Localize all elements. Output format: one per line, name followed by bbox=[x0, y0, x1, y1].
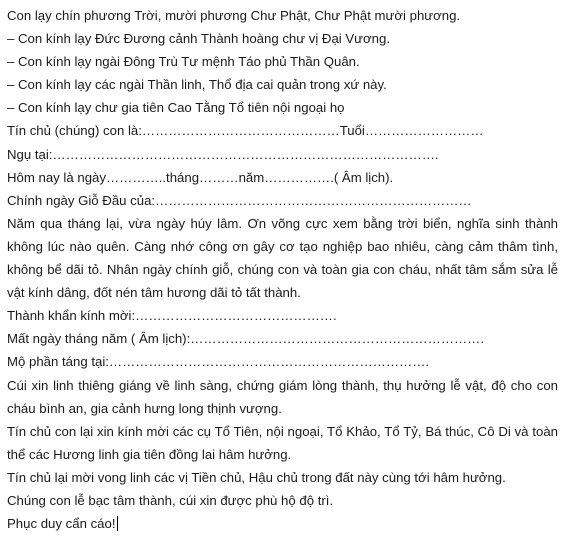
text-line: – Con kính lạy các ngài Thần linh, Thổ địa cai quản trong xứ này. bbox=[7, 77, 387, 93]
text-line: Mất ngày tháng năm ( Âm lịch):…………………………………………………………. bbox=[7, 331, 485, 347]
paragraph: Năm qua tháng lại, vừa ngày húy lâm. Ơn võng cực xem bằng trời biển, nghĩa sinh thành không lúc nào quên. Càng nhớ công ơn gây cơ tạo nghiệp bao nhiêu, càng cảm thâm tình, không bể dãi tỏ. Nhân ngày chính giỗ, chúng con và toàn gia con cháu, nhất tâm sắm sửa lễ vật kính dâng, đốt nén tâm hương dãi tỏ tất thành. bbox=[7, 215, 558, 301]
text-line: Con lạy chín phương Trời, mười phương Chư Phật, Chư Phật mười phương. bbox=[7, 8, 461, 23]
document-body[interactable] bbox=[7, 4, 558, 535]
text-line: Tín chủ (chúng) con là:………………………………………Tuổi……………………… bbox=[7, 123, 484, 139]
text-line: Ngụ tại:……………………………………………………………………………. bbox=[7, 146, 439, 162]
text-line: Thành khẩn kính mời:………………………………………. bbox=[7, 308, 337, 324]
text-line: Chính ngày Giỗ Đầu của:……………………………………………………………… bbox=[7, 192, 472, 208]
paragraph: Cúi xin linh thiêng giáng về linh sàng, chứng giám lòng thành, thụ hưởng lễ vật, độ cho con cháu bình an, gia cảnh hưng long thịnh vượng. bbox=[7, 377, 558, 416]
text-line: Chúng con lễ bạc tâm thành, cúi xin được phù hộ độ trì. bbox=[7, 492, 334, 508]
text-line: Hôm nay là ngày…………..tháng………năm…………….( Âm lịch). bbox=[7, 169, 394, 185]
text-line: – Con kính lạy chư gia tiên Cao Tằng Tổ tiên nội ngoại họ bbox=[7, 100, 345, 116]
paragraph: Tín chủ con lại xin kính mời các cụ Tổ Tiên, nội ngoại, Tổ Khảo, Tổ Tỷ, Bá thúc, Cô Di và toàn thể các Hương linh gia tiên đồng lai hâm hưởng. bbox=[7, 423, 558, 462]
text-line: – Con kính lạy Đức Đương cảnh Thành hoàng chư vị Đại Vương. bbox=[7, 31, 390, 47]
text-cursor bbox=[117, 516, 118, 531]
final-line bbox=[7, 512, 558, 535]
text-line: – Con kính lạy ngài Đông Trù Tư mệnh Táo phủ Thần Quân. bbox=[7, 54, 360, 70]
text-line: Tín chủ lại mời vong linh các vị Tiền chủ, Hậu chủ trong đất này cùng tới hâm hưởng. bbox=[7, 469, 506, 485]
final-line-text: Phục duy cẩn cáo! bbox=[7, 516, 116, 532]
text-line: Mộ phần táng tại:………………………………………………………………. bbox=[7, 354, 430, 370]
